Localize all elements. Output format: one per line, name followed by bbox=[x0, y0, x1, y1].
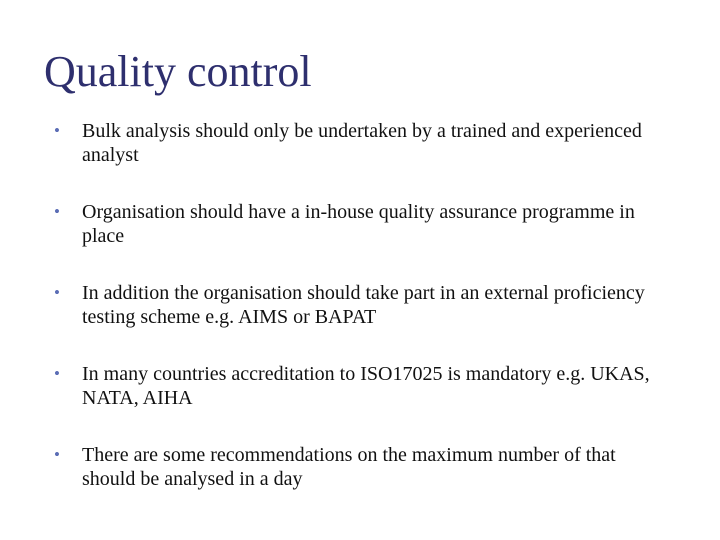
bullet-dot-icon: • bbox=[54, 202, 60, 221]
bullet-item bbox=[54, 119, 674, 167]
bullet-dot-icon: • bbox=[54, 364, 60, 383]
bullet-text: In many countries accreditation to ISO17025 is mandatory e.g. UKAS, NATA, AIHA bbox=[82, 363, 650, 409]
bullet-list bbox=[54, 119, 674, 524]
bullet-text: There are some recommendations on the maximum number of that should be analysed in a day bbox=[82, 444, 616, 490]
bullet-text: Organisation should have a in-house quality assurance programme in place bbox=[82, 201, 635, 247]
bullet-item bbox=[54, 362, 674, 410]
bullet-item bbox=[54, 281, 674, 329]
bullet-item bbox=[54, 443, 674, 491]
bullet-dot-icon: • bbox=[54, 283, 60, 302]
bullet-dot-icon: • bbox=[54, 121, 60, 140]
slide-title: Quality control bbox=[44, 47, 312, 96]
bullet-text: Bulk analysis should only be undertaken by a trained and experienced analyst bbox=[82, 120, 642, 166]
bullet-text: In addition the organisation should take part in an external proficiency testing scheme e.g. AIMS or BAPAT bbox=[82, 282, 645, 328]
bullet-dot-icon: • bbox=[54, 445, 60, 464]
bullet-item bbox=[54, 200, 674, 248]
